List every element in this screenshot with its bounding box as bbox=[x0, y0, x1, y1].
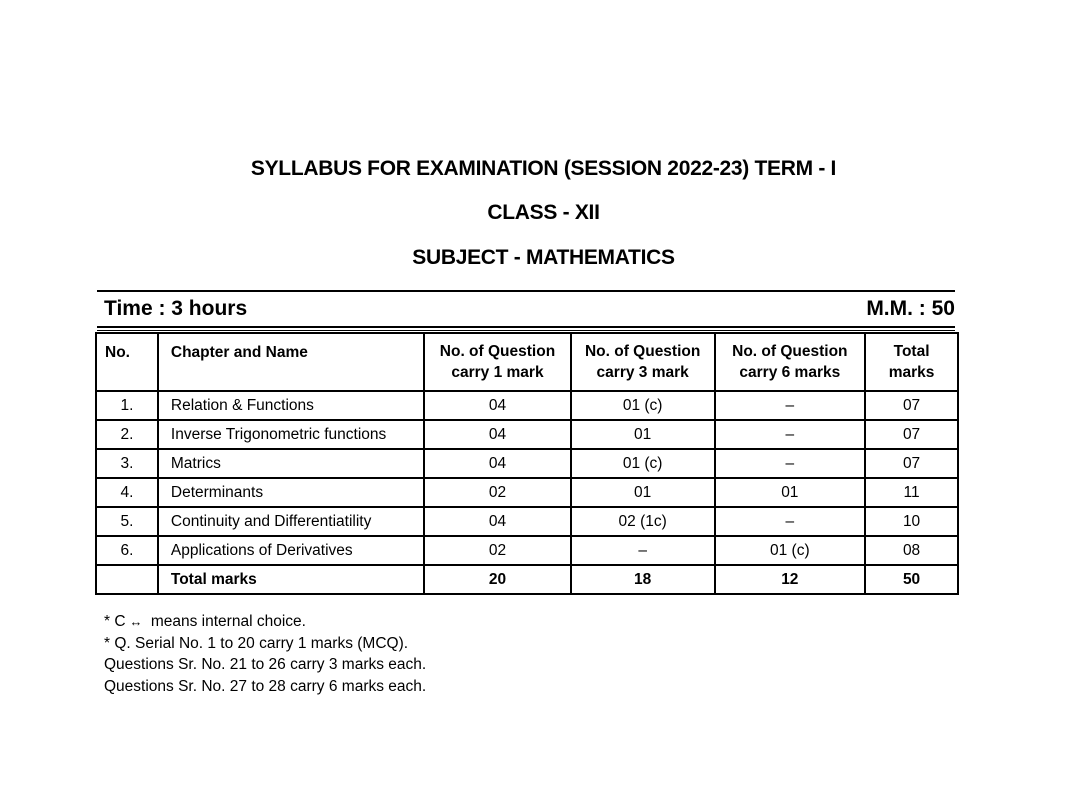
header-total: Total marks bbox=[865, 333, 958, 391]
time-label: Time : 3 hours bbox=[104, 297, 248, 320]
cell-total: 07 bbox=[865, 449, 958, 478]
cell-chapter: Applications of Derivatives bbox=[158, 536, 424, 565]
cell-no bbox=[96, 565, 158, 594]
header-chapter: Chapter and Name bbox=[158, 333, 424, 391]
double-arrow-icon: ↔ bbox=[129, 614, 143, 629]
cell-no: 1. bbox=[96, 391, 158, 420]
cell-chapter: Matrics bbox=[158, 449, 424, 478]
cell-q3: – bbox=[571, 536, 715, 565]
cell-q1: 04 bbox=[424, 420, 571, 449]
cell-q3: 01 bbox=[571, 420, 715, 449]
syllabus-table bbox=[95, 332, 959, 595]
table-row bbox=[96, 420, 958, 449]
cell-no: 2. bbox=[96, 420, 158, 449]
double-rule-lower bbox=[97, 330, 955, 331]
cell-q6: – bbox=[715, 420, 866, 449]
cell-q6: 01 (c) bbox=[715, 536, 866, 565]
table-header-row bbox=[96, 333, 958, 391]
cell-q3: 01 bbox=[571, 478, 715, 507]
cell-q1: 20 bbox=[424, 565, 571, 594]
cell-q6: – bbox=[715, 391, 866, 420]
cell-chapter: Determinants bbox=[158, 478, 424, 507]
cell-chapter: Continuity and Differentiatility bbox=[158, 507, 424, 536]
cell-q3: 01 (c) bbox=[571, 391, 715, 420]
cell-total: 07 bbox=[865, 391, 958, 420]
table-row bbox=[96, 478, 958, 507]
cell-q1: 04 bbox=[424, 507, 571, 536]
cell-total: 11 bbox=[865, 478, 958, 507]
max-marks-label: M.M. : 50 bbox=[866, 297, 955, 320]
cell-total: 50 bbox=[865, 565, 958, 594]
note-6-marks: Questions Sr. No. 27 to 28 carry 6 marks each. bbox=[104, 677, 427, 695]
cell-chapter: Total marks bbox=[158, 565, 424, 594]
total-row bbox=[96, 565, 958, 594]
header-q3: No. of Question carry 3 mark bbox=[571, 333, 715, 391]
cell-total: 07 bbox=[865, 420, 958, 449]
footnotes bbox=[104, 611, 426, 697]
subject-heading: SUBJECT - MATHEMATICS bbox=[412, 246, 675, 269]
cell-q6: 01 bbox=[715, 478, 866, 507]
document-title: SYLLABUS FOR EXAMINATION (SESSION 2022-23) TERM - I bbox=[250, 157, 837, 180]
double-rule-upper bbox=[97, 326, 955, 328]
cell-no: 6. bbox=[96, 536, 158, 565]
cell-q6: – bbox=[715, 449, 866, 478]
cell-q6: – bbox=[715, 507, 866, 536]
cell-no: 3. bbox=[96, 449, 158, 478]
cell-q6: 12 bbox=[715, 565, 866, 594]
cell-no: 4. bbox=[96, 478, 158, 507]
top-rule bbox=[97, 290, 955, 292]
table-row bbox=[96, 391, 958, 420]
cell-q3: 18 bbox=[571, 565, 715, 594]
table-row bbox=[96, 507, 958, 536]
class-heading: CLASS - XII bbox=[487, 201, 600, 224]
note-mcq: * Q. Serial No. 1 to 20 carry 1 marks (MCQ). bbox=[104, 634, 409, 652]
table-row bbox=[96, 536, 958, 565]
note-3-marks: Questions Sr. No. 21 to 26 carry 3 marks each. bbox=[104, 656, 427, 673]
cell-no: 5. bbox=[96, 507, 158, 536]
header-no: No. bbox=[96, 333, 158, 391]
cell-total: 10 bbox=[865, 507, 958, 536]
table-row bbox=[96, 449, 958, 478]
note-internal-choice: * C ↔ means internal choice. bbox=[104, 611, 426, 633]
cell-q3: 01 (c) bbox=[571, 449, 715, 478]
cell-total: 08 bbox=[865, 536, 958, 565]
header-q6: No. of Question carry 6 marks bbox=[715, 333, 866, 391]
header-q1: No. of Question carry 1 mark bbox=[424, 333, 571, 391]
cell-chapter: Inverse Trigonometric functions bbox=[158, 420, 424, 449]
cell-q1: 02 bbox=[424, 478, 571, 507]
cell-q1: 04 bbox=[424, 449, 571, 478]
cell-q1: 02 bbox=[424, 536, 571, 565]
cell-q1: 04 bbox=[424, 391, 571, 420]
cell-q3: 02 (1c) bbox=[571, 507, 715, 536]
cell-chapter: Relation & Functions bbox=[158, 391, 424, 420]
